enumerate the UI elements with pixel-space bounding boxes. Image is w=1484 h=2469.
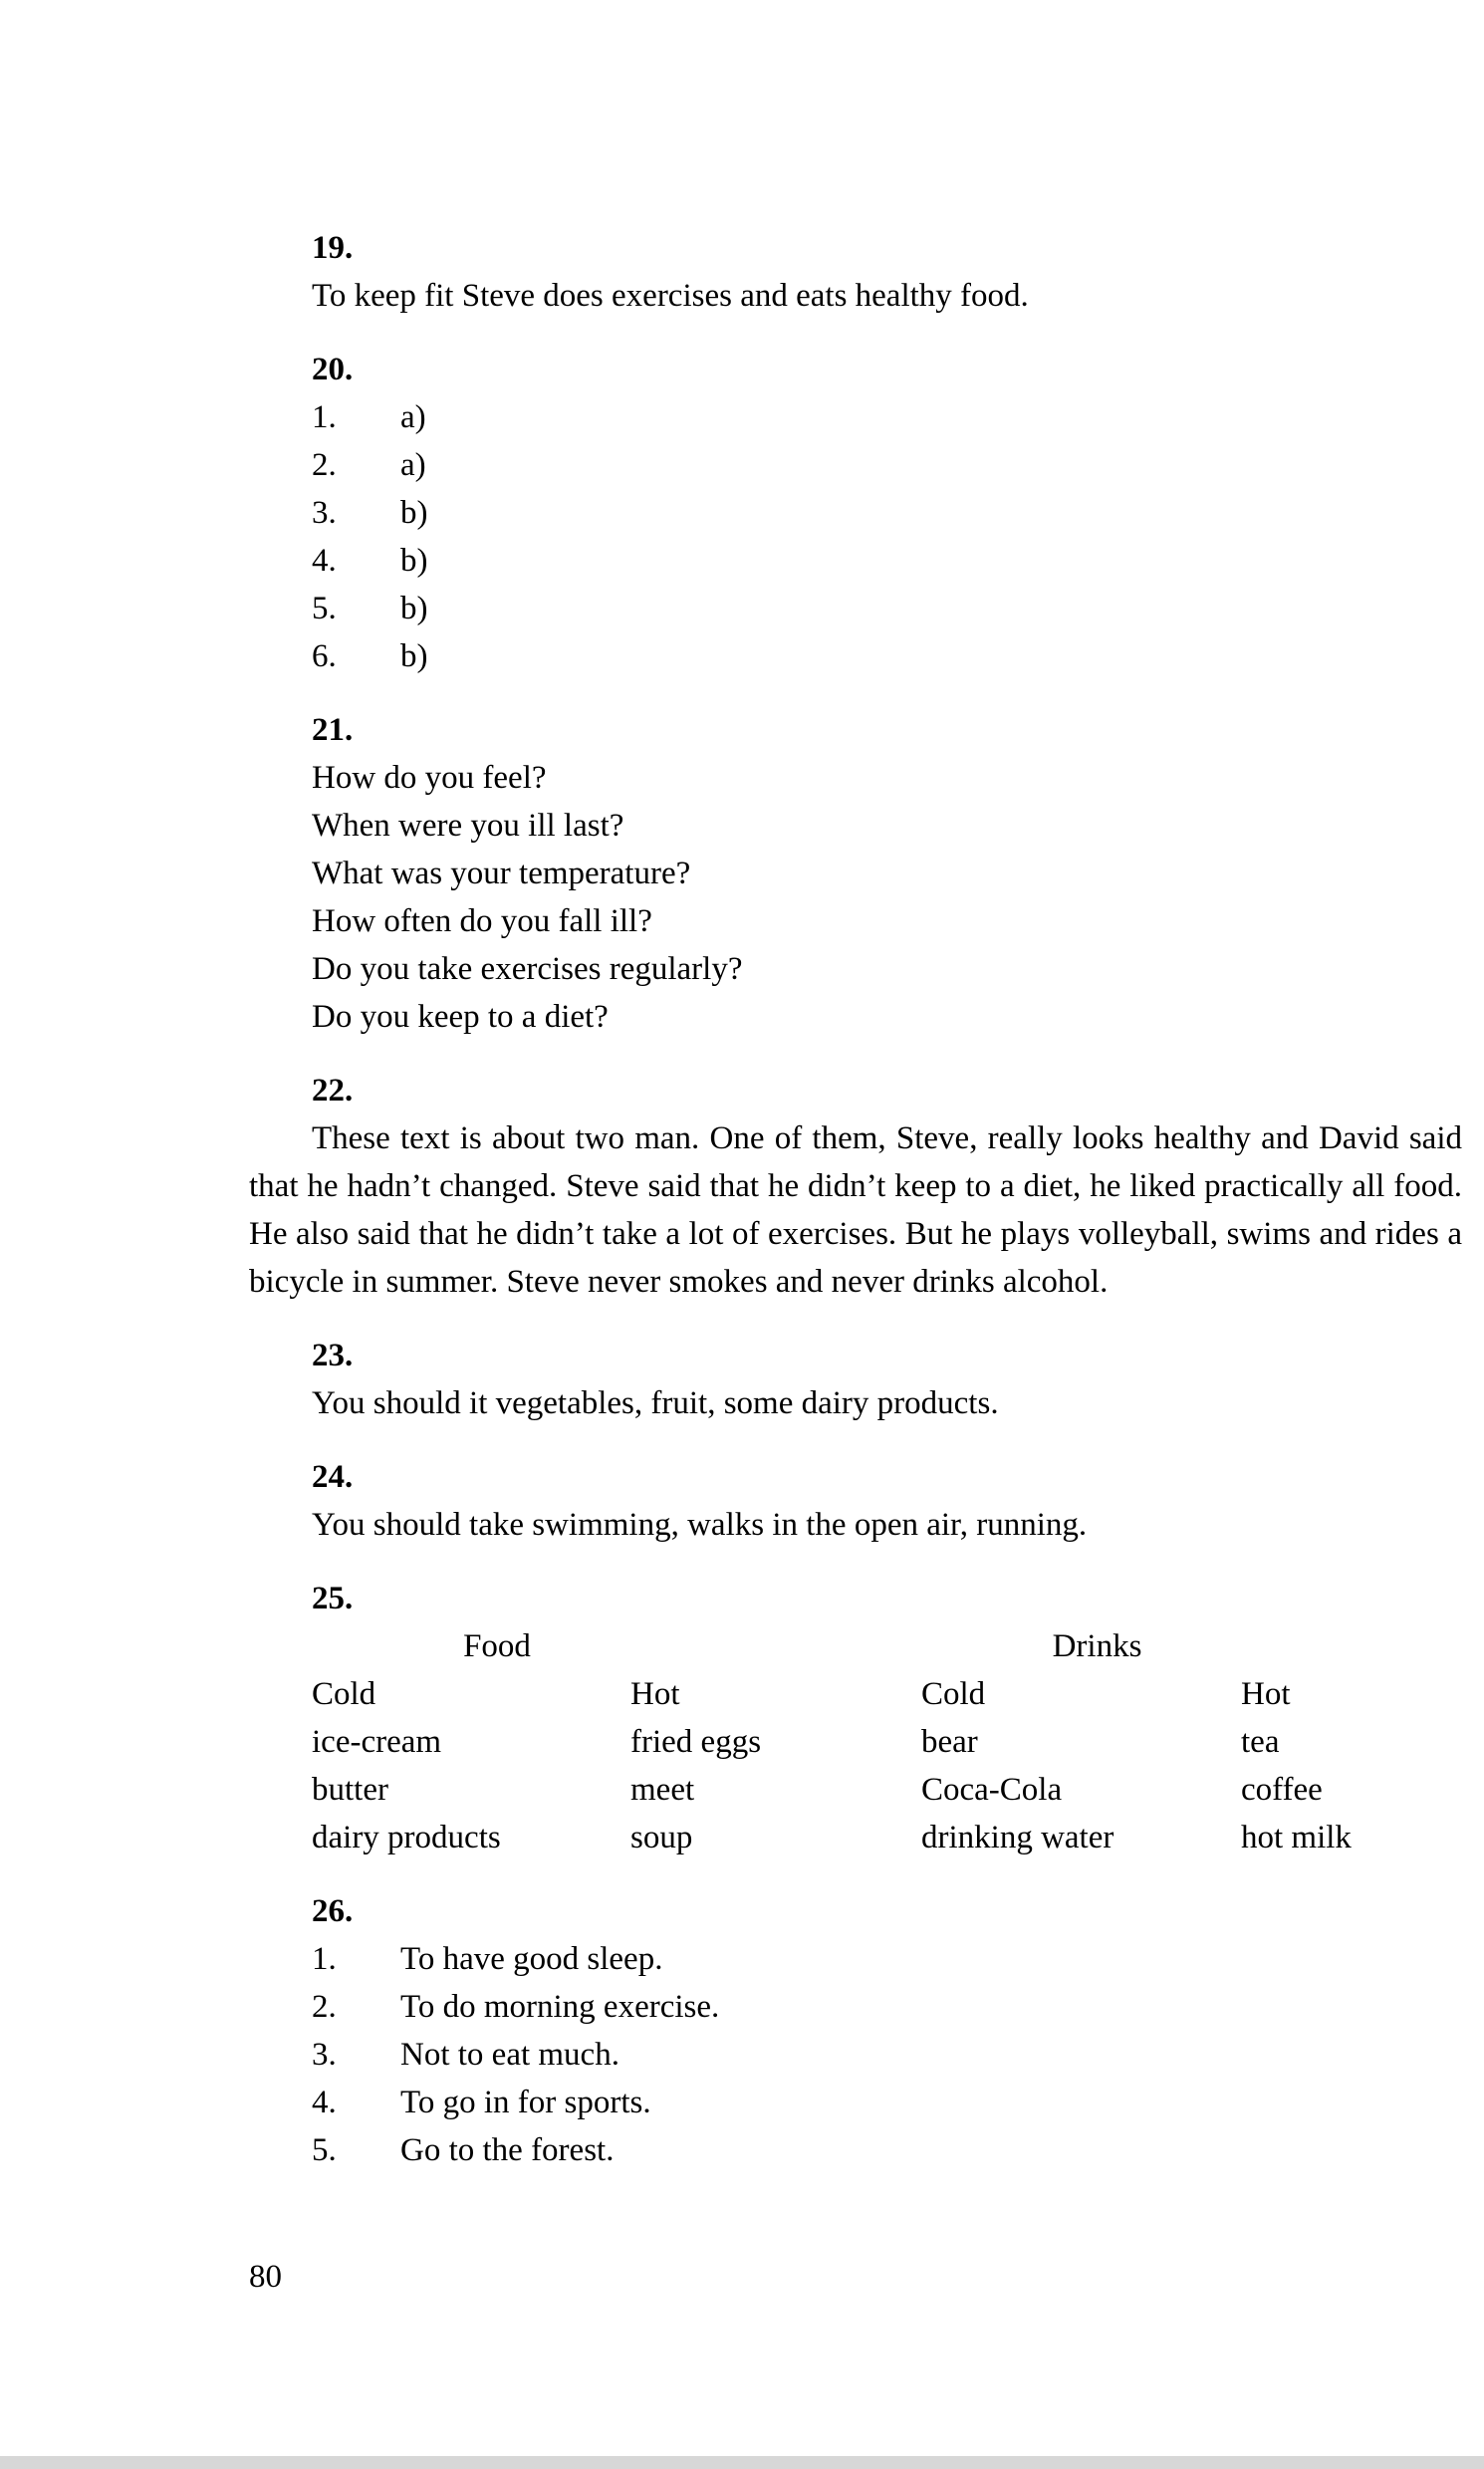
section-25-heading: 25.	[312, 1581, 354, 1616]
section-24-heading: 24.	[312, 1459, 354, 1495]
table-col-header: Cold	[921, 1676, 986, 1712]
section-20	[249, 346, 1462, 680]
list-item	[312, 441, 1462, 489]
item-number: 6.	[312, 638, 337, 674]
section-21	[249, 706, 1462, 1041]
table-cell: hot milk	[1241, 1820, 1352, 1855]
item-number: 2.	[312, 1989, 337, 2025]
list-item	[312, 2126, 1462, 2174]
question-line: Do you keep to a diet?	[312, 999, 609, 1035]
list-item	[312, 2031, 1462, 2079]
table-col-header: Hot	[1241, 1676, 1291, 1712]
section-19-heading: 19.	[312, 230, 354, 266]
section-26-list	[312, 1935, 1462, 2174]
item-value: a)	[400, 399, 426, 435]
item-value: To go in for sports.	[400, 2085, 651, 2120]
section-26	[249, 1887, 1462, 2174]
item-number: 3.	[312, 2037, 337, 2073]
item-value: b)	[400, 638, 428, 674]
table-cell: tea	[1241, 1724, 1280, 1760]
item-number: 1.	[312, 399, 337, 435]
question-line: How do you feel?	[312, 760, 547, 796]
table-cell: coffee	[1241, 1772, 1323, 1808]
section-21-questions	[249, 754, 1462, 1041]
list-item	[312, 585, 1462, 632]
list-item	[312, 393, 1462, 441]
table-cell: soup	[630, 1820, 693, 1855]
item-number: 2.	[312, 447, 337, 483]
section-23-heading: 23.	[312, 1338, 354, 1373]
section-20-answer-list	[312, 393, 1462, 680]
item-number: 5.	[312, 591, 337, 626]
section-23-text: You should it vegetables, fruit, some dairy products.	[312, 1385, 999, 1421]
section-24-text: You should take swimming, walks in the open air, running.	[312, 1507, 1088, 1543]
table-col-header: Hot	[630, 1676, 680, 1712]
table-cell: bear	[921, 1724, 978, 1760]
food-drinks-table	[312, 1622, 1462, 1861]
item-number: 4.	[312, 2085, 337, 2120]
section-19	[249, 224, 1462, 320]
table-cell: ice-cream	[312, 1724, 442, 1760]
section-22-text: These text is about two man. One of them, Steve, really looks healthy and David said that he hadn’t changed. Steve said that he didn’t keep to a diet, he liked practically all food. He also said that he didn’t take a lot of exercises. But he plays volleyball, swims and rides a bicycle in summer. Steve never smokes and never drinks alcohol.	[249, 1120, 1462, 1300]
item-value: Not to eat much.	[400, 2037, 619, 2073]
section-22	[249, 1067, 1462, 1306]
section-25	[249, 1575, 1462, 1861]
item-value: a)	[400, 447, 426, 483]
page-bottom-edge	[0, 2456, 1484, 2469]
section-24	[249, 1453, 1462, 1549]
section-22-heading: 22.	[312, 1073, 354, 1109]
item-number: 4.	[312, 543, 337, 579]
question-line: How often do you fall ill?	[312, 903, 652, 939]
section-26-heading: 26.	[312, 1893, 354, 1929]
table-cell: drinking water	[921, 1820, 1114, 1855]
section-23	[249, 1332, 1462, 1427]
item-value: b)	[400, 591, 428, 626]
list-item	[312, 2079, 1462, 2126]
section-21-heading: 21.	[312, 712, 354, 748]
item-value: To do morning exercise.	[400, 1989, 720, 2025]
page-number: 80	[249, 2259, 282, 2295]
table-cell: meet	[630, 1772, 695, 1808]
table-cell: butter	[312, 1772, 388, 1808]
item-value: b)	[400, 495, 428, 531]
table-group-food: Food	[463, 1628, 531, 1664]
item-value: b)	[400, 543, 428, 579]
list-item	[312, 632, 1462, 680]
list-item	[312, 489, 1462, 537]
question-line: When were you ill last?	[312, 808, 624, 844]
table-cell: Coca-Cola	[921, 1772, 1063, 1808]
table-cell: dairy products	[312, 1820, 501, 1855]
table-col-header: Cold	[312, 1676, 376, 1712]
list-item	[312, 537, 1462, 585]
item-value: Go to the forest.	[400, 2132, 615, 2168]
question-line: What was your temperature?	[312, 856, 691, 891]
item-number: 5.	[312, 2132, 337, 2168]
item-value: To have good sleep.	[400, 1941, 663, 1977]
item-number: 3.	[312, 495, 337, 531]
item-number: 1.	[312, 1941, 337, 1977]
list-item	[312, 1983, 1462, 2031]
table-group-drinks: Drinks	[1052, 1628, 1142, 1664]
section-20-heading: 20.	[312, 352, 354, 387]
list-item	[312, 1935, 1462, 1983]
question-line: Do you take exercises regularly?	[312, 951, 743, 987]
table-cell: fried eggs	[630, 1724, 762, 1760]
section-19-text: To keep fit Steve does exercises and eats healthy food.	[312, 278, 1029, 314]
